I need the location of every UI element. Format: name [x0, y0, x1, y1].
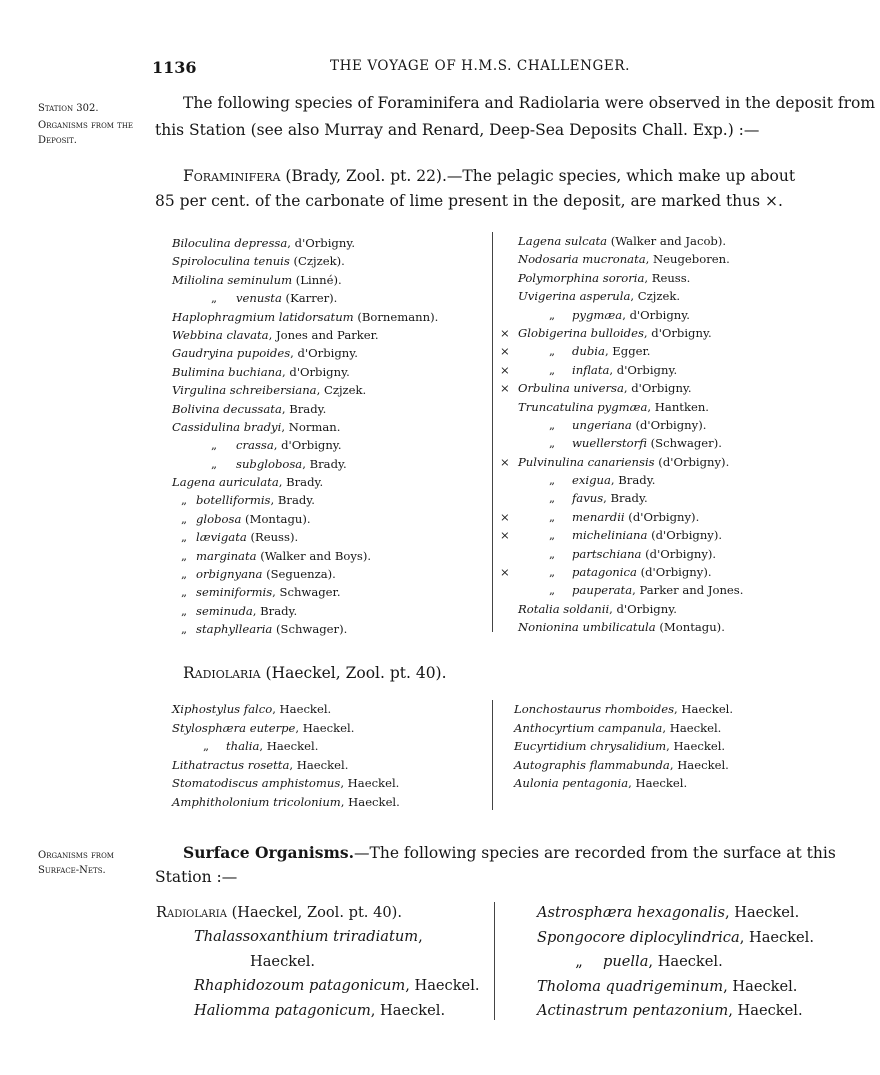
species-authority: (Walker and Jacob).: [607, 234, 727, 248]
species-name: Anthocyrtium campanula: [514, 720, 663, 735]
species-entry: [172, 565, 438, 583]
species-name: favus: [572, 491, 604, 506]
species-authority: (Montagu).: [241, 511, 311, 526]
margin-note-surface: Organisms from Surface-Nets.: [38, 850, 114, 876]
species-name: pygmæa: [572, 307, 623, 322]
species-name: Tholoma quadrigeminum: [537, 977, 724, 995]
species-name: Biloculina depressa: [172, 236, 288, 250]
species-entry: [172, 774, 400, 793]
species-name: Stomatodiscus amphistomus: [172, 776, 341, 791]
species-entry: [172, 756, 400, 775]
ditto-mark: „: [180, 530, 187, 545]
species-authority: , d'Orbigny.: [623, 381, 692, 396]
species-name: Bolivina decussata: [172, 401, 282, 416]
species-authority: , Haeckel.: [289, 757, 349, 772]
species-name: venusta: [236, 291, 282, 306]
species-entry: [194, 999, 480, 1024]
column-divider: [492, 700, 493, 810]
ditto-mark: „: [180, 622, 187, 637]
species-authority: , d'Orbigny.: [282, 364, 350, 379]
species-name: Webbina clavata: [172, 327, 269, 342]
species-authority: (d'Orbigny).: [641, 546, 717, 561]
species-authority: , Brady.: [603, 491, 648, 506]
ditto-mark: „: [548, 362, 555, 377]
ditto-mark: „: [548, 417, 555, 432]
species-entry: [537, 926, 814, 951]
species-name: pauperata: [572, 583, 633, 598]
species-name: botelliformis: [196, 493, 271, 508]
species-entry: [172, 252, 438, 270]
species-entry: [172, 700, 400, 719]
species-authority: (Seguenza).: [262, 567, 336, 582]
ditto-mark: „: [180, 567, 187, 582]
ditto-mark: „: [210, 456, 217, 471]
species-entry: [172, 271, 438, 289]
pelagic-mark: ×: [500, 528, 510, 543]
species-authority: , Haeckel.: [295, 720, 355, 735]
species-entry: [172, 436, 438, 454]
species-authority: (Walker and Boys).: [256, 548, 372, 563]
ditto-mark: „: [548, 491, 555, 506]
species-authority: , Haeckel.: [739, 928, 814, 946]
species-entry: [500, 324, 743, 342]
species-name: Spongocore diplocylindrica: [537, 928, 740, 946]
species-name: seminuda: [196, 603, 253, 618]
species-name: Eucyrtidium chrysalidium: [514, 739, 667, 754]
species-authority: , Czjzek.: [630, 289, 681, 304]
ditto-mark: „: [575, 953, 583, 970]
species-entry: [500, 342, 743, 360]
foraminifera-intro-line-2: 85 per cent. of the carbonate of lime present in the deposit, are marked thus ×.: [155, 192, 783, 210]
species-authority: , Haeckel.: [259, 739, 319, 754]
species-authority: (d'Orbigny).: [624, 509, 700, 524]
ditto-mark: „: [180, 493, 187, 508]
species-entry: [500, 563, 743, 581]
pelagic-mark: ×: [500, 565, 510, 580]
species-authority: , Parker and Jones.: [632, 583, 744, 598]
species-entry: [500, 287, 743, 305]
species-entry: [500, 232, 743, 250]
species-entry: [172, 473, 438, 491]
species-authority: Haeckel.: [250, 952, 316, 970]
species-entry: [172, 363, 438, 381]
species-entry: [514, 719, 733, 738]
species-entry: [500, 581, 743, 599]
ditto-mark: „: [180, 585, 187, 600]
species-name: Uvigerina asperula: [518, 289, 631, 304]
species-name: dubia: [572, 344, 605, 359]
species-authority: , d'Orbigny.: [622, 307, 690, 322]
species-entry: [194, 925, 480, 950]
species-authority: , Jones and Parker.: [268, 327, 379, 342]
species-authority: , Haeckel.: [648, 953, 723, 970]
species-name: Rotalia soldanii: [518, 601, 610, 616]
species-authority: , Schwager.: [272, 585, 341, 600]
species-authority: (Schwager).: [272, 622, 348, 637]
species-authority: , d'Orbigny.: [609, 601, 677, 616]
species-name: Haliomma patagonicum: [194, 1001, 371, 1019]
ditto-mark: „: [548, 436, 555, 451]
species-name: Virgulina schreibersiana: [172, 383, 317, 398]
species-name: Gaudryina pupoides: [172, 346, 291, 361]
species-entry: [500, 398, 743, 416]
species-authority: , Hantken.: [647, 399, 709, 414]
species-name: ungeriana: [572, 417, 632, 432]
species-authority: (d'Orbigny).: [647, 528, 723, 543]
ditto-mark: „: [180, 511, 187, 526]
species-authority: (Linné).: [292, 272, 342, 287]
species-authority: (Czjzek).: [289, 254, 345, 269]
species-entry: [500, 545, 743, 563]
pelagic-mark: ×: [500, 381, 510, 396]
species-name: globosa: [196, 511, 242, 526]
species-entry: [500, 379, 743, 397]
species-authority: , Czjzek.: [316, 383, 367, 398]
species-authority: , d'Orbigny.: [609, 362, 678, 377]
column-divider: [492, 232, 493, 632]
species-entry: [172, 289, 438, 307]
species-entry: [172, 234, 438, 252]
page-number: 1136: [152, 58, 197, 77]
species-name: Polymorphina sororia: [518, 270, 645, 285]
species-name: Lagena sulcata: [518, 234, 608, 248]
species-name: Astrosphæra hexagonalis: [537, 904, 725, 921]
species-name: Amphitholonium tricolonium: [172, 794, 341, 809]
species-name: Actinastrum pentazonium: [537, 1002, 729, 1019]
column-divider: [494, 902, 495, 1020]
species-authority: , d'Orbigny.: [273, 438, 342, 453]
species-authority: , Haeckel.: [628, 776, 688, 791]
species-name: Miliolina seminulum: [172, 272, 293, 287]
species-name: Lagena auriculata: [172, 475, 279, 490]
pelagic-mark: ×: [500, 325, 510, 340]
species-entry: [500, 250, 743, 268]
species-name: patagonica: [572, 565, 637, 580]
species-entry: [172, 602, 438, 620]
species-authority: , Egger.: [604, 344, 651, 359]
species-name: lævigata: [196, 530, 247, 545]
species-entry: [172, 620, 438, 638]
species-entry: [500, 471, 743, 489]
intro-line-2: this Station (see also Murray and Renard, Deep-Sea Deposits Chall. Exp.) :—: [155, 121, 760, 139]
species-entry: [500, 526, 743, 544]
surface-right-column: [537, 901, 814, 1024]
species-authority: , Brady.: [278, 475, 324, 490]
ditto-mark: „: [548, 565, 555, 580]
species-authority: , Haeckel.: [723, 977, 798, 995]
species-entry: [500, 600, 743, 618]
species-name: Thalassoxanthium triradiatum: [194, 928, 419, 945]
species-authority: , Haeckel.: [405, 977, 480, 994]
species-name: Autographis flammabunda: [514, 757, 670, 772]
species-name: partschiana: [572, 546, 642, 561]
species-entry: [172, 455, 438, 473]
species-authority: , Haeckel.: [662, 720, 722, 735]
ditto-mark: „: [210, 438, 217, 453]
species-authority: , Brady.: [270, 493, 315, 508]
species-entry: [172, 308, 438, 326]
pelagic-mark: ×: [500, 509, 510, 524]
species-entry: [500, 618, 743, 636]
species-name: menardii: [572, 509, 625, 524]
pelagic-mark: ×: [500, 454, 510, 469]
foraminifera-intro-line-1: Foraminifera (Brady, Zool. pt. 22).—The pelagic species, which make up about: [183, 167, 796, 185]
species-authority: (Reuss).: [246, 530, 299, 545]
ditto-mark: „: [180, 548, 187, 563]
species-authority: (d'Orbigny).: [636, 565, 712, 580]
species-name: Lonchostaurus rhomboides: [514, 702, 675, 716]
species-name: Truncatulina pygmæa: [518, 399, 648, 414]
species-authority: ,: [418, 928, 423, 945]
species-entry: [514, 774, 733, 793]
species-entry: [500, 489, 743, 507]
species-authority: (Bornemann).: [353, 309, 439, 324]
species-authority: , d'Orbigny.: [290, 346, 358, 361]
species-entry: [537, 975, 814, 1000]
species-authority: , Haeckel.: [340, 794, 400, 809]
species-name: micheliniana: [572, 528, 648, 543]
species-authority: , Brady.: [252, 603, 298, 618]
pelagic-mark: ×: [500, 344, 510, 359]
species-name: wuellerstorfi: [572, 436, 647, 451]
species-name: Haplophragmium latidorsatum: [172, 309, 354, 324]
species-authority: , Norman.: [281, 419, 341, 434]
species-entry: [194, 950, 480, 975]
species-entry: [172, 400, 438, 418]
species-authority: , d'Orbigny.: [287, 236, 356, 250]
species-name: marginata: [196, 548, 257, 563]
species-authority: , Haeckel.: [674, 702, 734, 716]
species-authority: , Neugeboren.: [645, 252, 730, 267]
species-name: puella: [603, 953, 649, 970]
species-name: seminiformis: [196, 585, 273, 600]
ditto-mark: „: [210, 291, 217, 306]
margin-note-deposit: Organisms from the Deposit.: [38, 120, 134, 146]
species-entry: [514, 756, 733, 775]
species-authority: (d'Orbigny).: [654, 454, 730, 469]
ditto-mark: „: [548, 307, 555, 322]
radiolaria-left-column: [172, 700, 400, 812]
species-entry: [172, 491, 438, 509]
species-entry: [172, 547, 438, 565]
species-entry: [500, 361, 743, 379]
species-name: Globigerina bulloides: [518, 325, 644, 340]
species-name: Pulvinulina canariensis: [518, 454, 655, 469]
surface-intro-line-2: Station :—: [155, 868, 238, 886]
species-entry: [537, 901, 814, 926]
species-name: crassa: [236, 438, 274, 453]
species-name: staphyllearia: [196, 622, 273, 637]
running-title: THE VOYAGE OF H.M.S. CHALLENGER.: [330, 58, 631, 74]
margin-note-station: Station 302.: [38, 103, 99, 114]
species-authority: , Haeckel.: [666, 739, 726, 754]
surface-left-column: [194, 925, 480, 1023]
species-name: inflata: [572, 362, 610, 377]
ditto-mark: „: [548, 509, 555, 524]
species-name: orbignyana: [196, 567, 263, 582]
species-authority: , Reuss.: [644, 270, 691, 285]
radiolaria-right-column: [514, 700, 733, 793]
species-authority: (d'Orbigny).: [631, 417, 707, 432]
species-entry: [172, 737, 400, 756]
surface-intro-line-1: Surface Organisms.—The following species are recorded from the surface at this: [183, 843, 836, 862]
species-authority: , Haeckel.: [370, 1001, 446, 1019]
surface-radiolaria-heading: Radiolaria (Haeckel, Zool. pt. 40).: [156, 904, 402, 921]
species-authority: , Brady.: [610, 473, 656, 488]
pelagic-mark: ×: [500, 362, 510, 377]
species-entry: [194, 974, 480, 999]
species-entry: [537, 950, 814, 975]
species-name: Orbulina universa: [518, 381, 624, 396]
species-entry: [172, 719, 400, 738]
foraminifera-heading: Foraminifera: [183, 167, 281, 185]
species-name: Cassidulina bradyi: [172, 419, 282, 434]
species-authority: , Haeckel.: [728, 1002, 803, 1019]
ditto-mark: „: [202, 739, 209, 754]
species-name: Aulonia pentagonia: [514, 776, 629, 791]
species-authority: (Karrer).: [281, 291, 338, 306]
species-entry: [172, 326, 438, 344]
ditto-mark: „: [548, 528, 555, 543]
species-authority: , Brady.: [281, 401, 327, 416]
foraminifera-left-column: [172, 234, 438, 639]
ditto-mark: „: [548, 344, 555, 359]
species-authority: (Schwager).: [646, 436, 722, 451]
species-name: Bulimina buchiana: [172, 364, 283, 379]
species-name: Spiroloculina tenuis: [172, 254, 290, 269]
species-name: thalia: [226, 739, 260, 754]
species-authority: , Haeckel.: [669, 757, 729, 772]
species-authority: , Brady.: [302, 456, 347, 471]
ditto-mark: „: [548, 583, 555, 598]
species-entry: [514, 700, 733, 719]
species-entry: [500, 269, 743, 287]
ditto-mark: „: [548, 473, 555, 488]
species-authority: , Haeckel.: [724, 904, 800, 921]
ditto-mark: „: [180, 603, 187, 618]
ditto-mark: „: [548, 546, 555, 561]
species-entry: [537, 999, 814, 1024]
species-name: Nonionina umbilicatula: [518, 620, 656, 635]
species-entry: [500, 434, 743, 452]
species-name: Rhaphidozoum patagonicum: [194, 977, 406, 994]
surface-heading: Surface Organisms.: [183, 843, 354, 862]
species-entry: [172, 583, 438, 601]
species-name: subglobosa: [236, 456, 303, 471]
species-entry: [172, 381, 438, 399]
foraminifera-right-column: [500, 232, 743, 637]
species-authority: , d'Orbigny.: [643, 325, 712, 340]
intro-line-1: The following species of Foraminifera and Radiolaria were observed in the deposit from: [183, 94, 876, 112]
species-entry: [500, 416, 743, 434]
species-authority: (Montagu).: [655, 620, 725, 635]
species-name: Nodosaria mucronata: [518, 252, 646, 267]
species-name: Xiphostylus falco: [172, 702, 273, 716]
species-name: exigua: [572, 473, 611, 488]
species-name: Stylosphæra euterpe: [172, 720, 296, 735]
radiolaria-heading-line: Radiolaria (Haeckel, Zool. pt. 40).: [183, 664, 447, 682]
species-entry: [172, 528, 438, 546]
species-entry: [172, 510, 438, 528]
species-entry: [500, 306, 743, 324]
species-entry: [172, 418, 438, 436]
species-authority: , Haeckel.: [272, 702, 332, 716]
species-authority: , Haeckel.: [340, 776, 400, 791]
species-name: Lithatractus rosetta: [172, 757, 290, 772]
species-entry: [172, 344, 438, 362]
species-entry: [500, 508, 743, 526]
species-entry: [514, 737, 733, 756]
species-entry: [500, 453, 743, 471]
species-entry: [172, 793, 400, 812]
